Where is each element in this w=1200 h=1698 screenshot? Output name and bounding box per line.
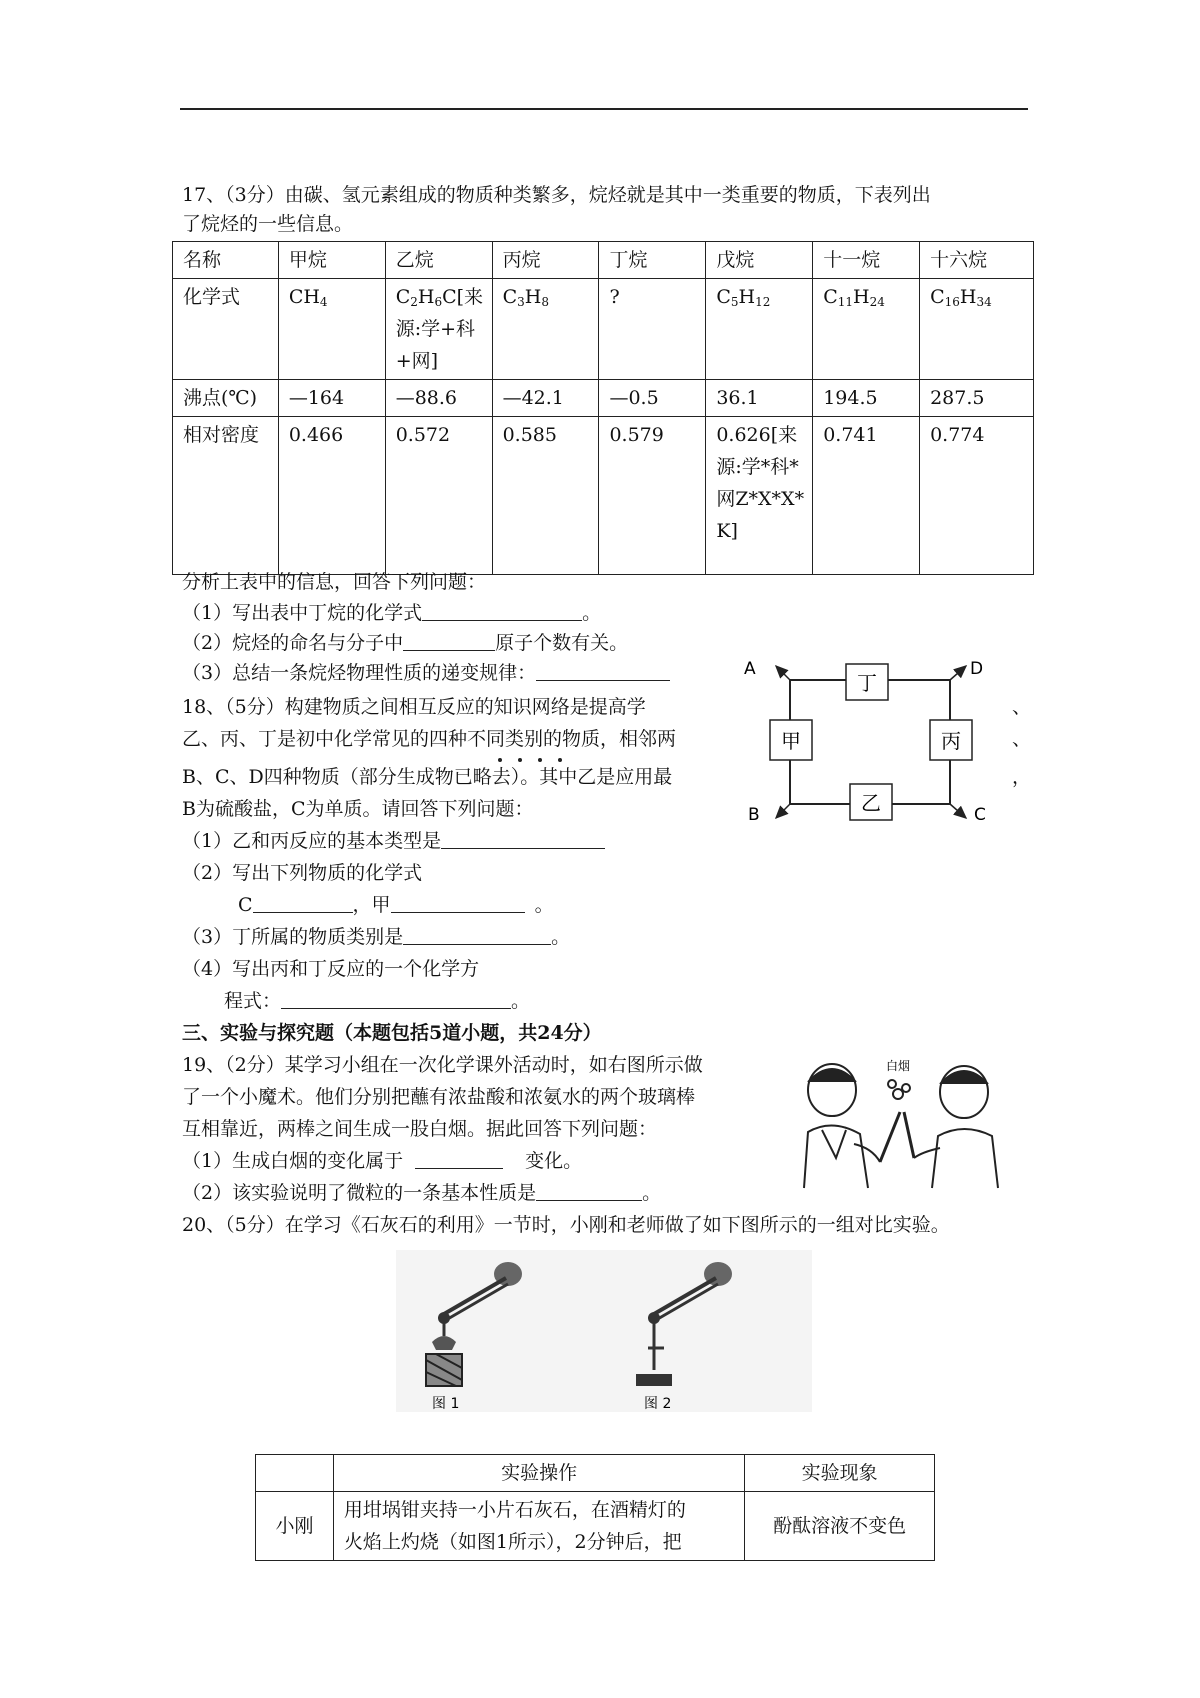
formula-subscript: 24: [869, 295, 885, 309]
label-jia: 甲: [781, 729, 801, 753]
answer-blank[interactable]: [441, 828, 605, 849]
cell: 0.774: [920, 417, 1034, 575]
table-row-boiling: [173, 380, 1034, 417]
formula-text: H: [853, 286, 870, 308]
cell: 甲烷: [278, 242, 385, 279]
answer-blank[interactable]: [422, 600, 582, 621]
cell: 名称: [173, 242, 279, 279]
answer-blank[interactable]: [403, 630, 495, 651]
cell: 戊烷: [706, 242, 813, 279]
alkane-table: [172, 241, 1034, 575]
q18-sub4: （4）写出丙和丁反应的一个化学方: [182, 958, 480, 980]
label-yi: 乙: [861, 791, 881, 815]
q19-line3: 互相靠近，两棒之间生成一股白烟。据此回答下列问题：: [182, 1118, 658, 1140]
q18-sub1: [182, 826, 605, 856]
q17-sub2: [182, 628, 628, 658]
label-b: B: [748, 805, 760, 822]
formula-text: H: [959, 286, 977, 308]
cell: 沸点(℃): [173, 380, 279, 417]
cell: 丙烷: [492, 242, 599, 279]
q19-line2: 了一个小魔术。他们分别把蘸有浓盐酸和浓氨水的两个玻璃棒: [182, 1086, 696, 1108]
cell: 0.585: [492, 417, 599, 575]
q18-sub2-answers: [238, 890, 554, 920]
q18-sub4-text: 程式：: [224, 990, 282, 1012]
q18-sub2-end: 。: [534, 894, 554, 916]
answer-blank[interactable]: [536, 660, 670, 681]
q18-sub2-c: C: [238, 894, 253, 916]
q19-sub1-text: （1）生成白烟的变化属于: [182, 1150, 404, 1172]
q17-sub3: [182, 658, 670, 688]
table-row-formulas: [173, 279, 1034, 380]
formula-subscript: 12: [755, 295, 771, 309]
table-row-header: [256, 1455, 935, 1492]
formula-text: CH: [288, 286, 320, 308]
q18-sub4-end: 。: [511, 990, 531, 1012]
q17-intro-line2: 了烷烃的一些信息。: [182, 213, 354, 235]
formula-cell: [492, 279, 599, 380]
label-c: C: [974, 805, 986, 822]
cell: 36.1: [706, 380, 813, 417]
table-row: [256, 1492, 935, 1561]
q18-sub2: （2）写出下列物质的化学式: [182, 862, 423, 884]
cell: 287.5: [920, 380, 1034, 417]
q19-sub2: [182, 1178, 661, 1208]
cell: [256, 1455, 334, 1492]
q17-sub1-end: 。: [582, 602, 602, 624]
table-row-names: [173, 242, 1034, 279]
q19-sub1-end: 变化。: [525, 1150, 583, 1172]
q18-line3: B、C、D四种物质（部分生成物已略去）。其中乙是应用最: [182, 766, 673, 788]
cell: —0.5: [599, 380, 706, 417]
answer-blank[interactable]: [415, 1148, 503, 1169]
q19-line1: 19、（2分）某学习小组在一次化学课外活动时，如右图所示做: [182, 1054, 703, 1076]
answer-blank[interactable]: [536, 1180, 642, 1201]
q18-sub3: [182, 922, 570, 952]
cell: 194.5: [813, 380, 920, 417]
q19-sub2-text: （2）该实验说明了微粒的一条基本性质是: [182, 1182, 537, 1204]
q18-line1-end: 、: [1012, 696, 1032, 718]
section-3-heading: 三、实验与探究题（本题包括5道小题，共24分）: [182, 1022, 602, 1044]
glass-rod-right: [904, 1112, 914, 1158]
q19-sub1: [182, 1146, 582, 1176]
formula-subscript: 2: [410, 295, 418, 309]
fig1-caption: 图 1: [432, 1396, 460, 1412]
table-row-density: [173, 417, 1034, 575]
cell: 化学式: [173, 279, 279, 380]
formula-text: ?: [609, 286, 620, 308]
cell: 实验操作: [333, 1455, 744, 1492]
cell: 0.466: [278, 417, 385, 575]
formula-subscript: 3: [517, 295, 525, 309]
q18-sub4-eq: [224, 986, 530, 1016]
q17-sub3-text: （3）总结一条烷烃物理性质的递变规律：: [182, 662, 537, 684]
formula-subscript: 8: [541, 295, 549, 309]
formula-text: H: [738, 286, 756, 308]
cell: 丁烷: [599, 242, 706, 279]
cell: [333, 1492, 744, 1561]
q19-sub2-end: 。: [642, 1182, 662, 1204]
cell: 0.579: [599, 417, 706, 575]
cell: 十一烷: [813, 242, 920, 279]
q18-sub3-text: （3）丁所属的物质类别是: [182, 926, 404, 948]
formula-subscript: 16: [944, 295, 960, 309]
cell: —88.6: [385, 380, 492, 417]
formula-subscript: 34: [976, 295, 992, 309]
smoke-label: 白烟: [886, 1059, 911, 1073]
cell: 0.626[来源:学*科*网Z*X*X*K]: [706, 417, 813, 575]
q17-sub1-text: （1）写出表中丁烷的化学式: [182, 602, 423, 624]
q18-line1: 18、（5分）构建物质之间相互反应的知识网络是提高学: [182, 696, 646, 718]
formula-cell: [599, 279, 706, 380]
op-line2: 火焰上灼烧（如图1所示），2分钟后，把: [343, 1531, 682, 1553]
cell: 相对密度: [173, 417, 279, 575]
formula-cell: [813, 279, 920, 380]
cell: 十六烷: [920, 242, 1034, 279]
label-d: D: [970, 659, 984, 679]
formula-subscript: 5: [730, 295, 739, 309]
cell: 乙烷: [385, 242, 492, 279]
q18-sub1-text: （1）乙和丙反应的基本类型是: [182, 830, 442, 852]
q18-line3-end: ，: [1012, 766, 1032, 788]
cell: 0.741: [813, 417, 920, 575]
formula-subscript: 4: [319, 295, 328, 309]
formula-cell: [706, 279, 813, 380]
formula-text: C: [930, 286, 945, 308]
cell: —164: [278, 380, 385, 417]
cell: 实验现象: [745, 1455, 935, 1492]
answer-blank[interactable]: [253, 892, 353, 913]
formula-cell: [278, 279, 385, 380]
formula-cell: [385, 279, 492, 380]
formula-subscript: 11: [837, 295, 854, 309]
formula-text: H: [524, 286, 542, 308]
reaction-network-diagram: [708, 652, 1004, 822]
answer-blank[interactable]: [391, 892, 525, 913]
q17-analyze: 分析上表中的信息，回答下列问题：: [182, 571, 487, 593]
formula-subscript: 6: [434, 295, 443, 309]
op-line1: 用坩埚钳夹持一小片石灰石，在酒精灯的: [343, 1499, 686, 1521]
cell: —42.1: [492, 380, 599, 417]
answer-blank[interactable]: [403, 924, 551, 945]
formula-text: C: [395, 286, 411, 308]
cell: 酚酞溶液不变色: [745, 1492, 935, 1561]
formula-text: C: [823, 286, 838, 308]
limestone-experiment-figures: [396, 1250, 812, 1412]
cell: 小刚: [256, 1492, 334, 1561]
cell: 0.572: [385, 417, 492, 575]
formula-text: C: [716, 286, 731, 308]
q20-line1: 20、（5分）在学习《石灰石的利用》一节时，小刚和老师做了如下图所示的一组对比实验。: [182, 1214, 950, 1236]
q17-sub1: [182, 598, 601, 628]
answer-blank[interactable]: [281, 988, 511, 1009]
label-a: A: [744, 659, 756, 679]
q17-intro-line1: 17、（3分）由碳、氢元素组成的物质种类繁多，烷烃就是其中一类重要的物质，下表列出: [182, 184, 931, 206]
q18-sub2-jia: ，甲: [352, 894, 391, 916]
glass-rod-left: [880, 1112, 900, 1162]
q17-sub2-text-end: 原子个数有关。: [495, 632, 629, 654]
formula-text: C: [502, 286, 518, 308]
q18-sub3-end: 。: [551, 926, 571, 948]
label-ding: 丁: [857, 671, 877, 695]
right-boy-body: [932, 1129, 998, 1188]
formula-cell: [920, 279, 1034, 380]
formula-text: H: [417, 286, 435, 308]
q17-sub2-text: （2）烷烃的命名与分子中: [182, 632, 404, 654]
q18-line2-end: 、: [1012, 728, 1032, 750]
q18-line4: B为硫酸盐，C为单质。请回答下列问题：: [182, 798, 534, 820]
experiment-table: [255, 1454, 935, 1561]
header-rule: [180, 108, 1028, 110]
label-bing: 丙: [941, 729, 961, 753]
students-white-smoke-illustration: [782, 1048, 1014, 1196]
fig2-caption: 图 2: [644, 1396, 672, 1412]
formula-text: C[来源:学+科+网]: [395, 286, 484, 372]
q18-line2: 乙、丙、丁是初中化学常见的四种不同类别的物质，相邻两: [182, 728, 677, 750]
